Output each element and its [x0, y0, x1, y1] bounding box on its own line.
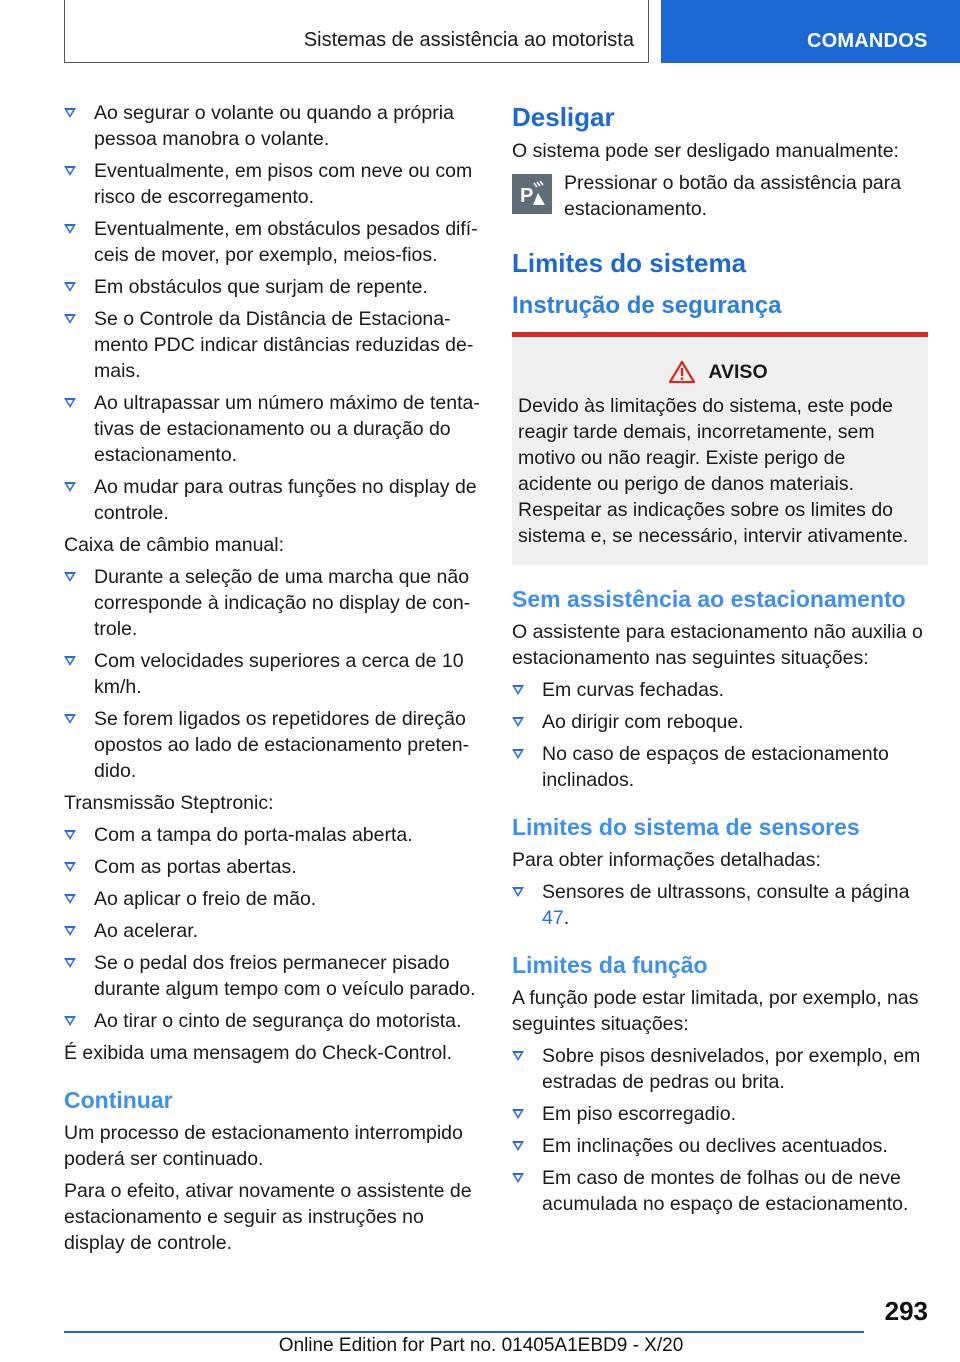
page-number: 293 — [884, 1296, 928, 1326]
list-item: Em obstáculos que surjam de repente. — [64, 274, 480, 300]
triangle-bullet-icon — [64, 314, 76, 324]
sensores-heading: Limites do sistema de sensores — [512, 814, 860, 840]
list-item: Ao ultrapassar um número máximo de tentativas de estacionamento ou a duração do estacionamento. — [64, 390, 480, 468]
list-item: Em inclinações ou declives acentuados. — [512, 1133, 928, 1159]
triangle-bullet-icon — [64, 958, 76, 968]
list-item: Sobre pisos desnivelados, por exemplo, em estradas de pedras ou brita. — [512, 1043, 928, 1095]
desligar-instruction-row — [512, 170, 928, 222]
bullet-list-b — [64, 564, 480, 784]
left-column — [64, 100, 480, 1262]
continuar-paragraph-2: Para o efeito, ativar novamente o assistente de estacionamento e seguir as instruções no display de controle. — [64, 1180, 472, 1254]
triangle-bullet-icon — [512, 1051, 524, 1061]
triangle-bullet-icon — [64, 862, 76, 872]
continuar-heading: Continuar — [64, 1087, 173, 1113]
right-column — [512, 100, 928, 1223]
list-item: Eventualmente, em obstáculos pesados difíceis de mover, por exemplo, meios-fios. — [64, 216, 480, 268]
list-item: Se o Controle da Distância de Estacionamento PDC indicar distâncias reduzidas demais. — [64, 306, 480, 384]
list-item: Em curvas fechadas. — [512, 677, 928, 703]
triangle-bullet-icon — [512, 685, 524, 695]
footer-divider — [64, 1331, 864, 1333]
bullet-list-a — [64, 100, 480, 526]
list-item: Em piso escorregadio. — [512, 1101, 928, 1127]
list-item: Eventualmente, em pisos com neve ou com risco de escorregamento. — [64, 158, 480, 210]
header-chapter-label: COMANDOS — [807, 30, 928, 52]
sensores-list — [512, 879, 928, 931]
list-item: Ao acelerar. — [64, 918, 480, 944]
header-section-title: Sistemas de assistência ao motorista — [303, 29, 634, 51]
continuar-paragraph-1: Um processo de estacionamento interrompido poderá ser continuado. — [64, 1122, 463, 1170]
triangle-bullet-icon — [64, 572, 76, 582]
warning-text: Devido às limitações do sistema, este pode reagir tarde demais, incorretamente, sem motivo ou não reagir. Existe perigo de acidente ou perigo de danos materiais. Respeitar as indicações sobre os limites do sistema e, se necessário, intervir ativamente. — [518, 395, 909, 547]
steptronic-label: Transmissão Steptronic: — [64, 792, 274, 814]
list-item: Em caso de montes de folhas ou de neve acumulada no espaço de estacionamento. — [512, 1165, 928, 1217]
funcao-list — [512, 1043, 928, 1217]
parking-assistant-button-icon — [512, 174, 552, 214]
list-item: Durante a seleção de uma marcha que não corresponde à indicação no display de controle. — [64, 564, 480, 642]
desligar-text: O sistema pode ser desligado manualmente: — [512, 140, 899, 162]
list-item: Ao dirigir com reboque. — [512, 709, 928, 735]
list-item: Ao aplicar o freio de mão. — [64, 886, 480, 912]
limites-heading: Limites do sistema — [512, 248, 747, 278]
bullet-list-c — [64, 822, 480, 1034]
triangle-bullet-icon — [512, 749, 524, 759]
funcao-text: A função pode estar limitada, por exemplo, nas seguintes situações: — [512, 987, 919, 1035]
sensores-text: Para obter informações detalhadas: — [512, 849, 821, 871]
svg-text:P: P — [520, 185, 534, 207]
list-item: Com velocidades superiores a cerca de 10 km/h. — [64, 648, 480, 700]
list-item: Ao segurar o volante ou quando a própria pessoa manobra o volante. — [64, 100, 480, 152]
list-item: Ao tirar o cinto de segurança do motorista. — [64, 1008, 480, 1034]
triangle-bullet-icon — [64, 108, 76, 118]
sem-assistencia-heading: Sem assistência ao estacionamento — [512, 586, 906, 612]
warning-triangle-icon — [668, 360, 696, 384]
desligar-instruction: Pressionar o botão da assistência para estacionamento. — [564, 172, 902, 220]
check-control-message: É exibida uma mensagem do Check-Control. — [64, 1042, 453, 1064]
triangle-bullet-icon — [64, 1016, 76, 1026]
header-chapter-tab — [661, 0, 960, 63]
list-item: No caso de espaços de estacionamento inclinados. — [512, 741, 928, 793]
triangle-bullet-icon — [512, 717, 524, 727]
list-item: Sensores de ultrassons, consulte a página 47. — [512, 879, 928, 931]
manual-transmission-label: Caixa de câmbio manual: — [64, 534, 285, 556]
triangle-bullet-icon — [64, 714, 76, 724]
list-item: Com a tampa do porta-malas aberta. — [64, 822, 480, 848]
page-link-47[interactable]: 47 — [542, 907, 564, 929]
triangle-bullet-icon — [64, 398, 76, 408]
header-section-box — [64, 0, 649, 63]
triangle-bullet-icon — [64, 166, 76, 176]
triangle-bullet-icon — [512, 1141, 524, 1151]
list-item: Ao mudar para outras funções no display de controle. — [64, 474, 480, 526]
triangle-bullet-icon — [512, 1109, 524, 1119]
desligar-heading: Desligar — [512, 102, 615, 132]
list-item: Com as portas abertas. — [64, 854, 480, 880]
list-item: Se o pedal dos freios permanecer pisado durante algum tempo com o veículo parado. — [64, 950, 480, 1002]
sem-assistencia-text: O assistente para estacionamento não auxilia o estacionamento nas seguintes situações: — [512, 621, 923, 669]
triangle-bullet-icon — [64, 894, 76, 904]
triangle-bullet-icon — [64, 656, 76, 666]
seguranca-heading: Instrução de segurança — [512, 292, 782, 319]
triangle-bullet-icon — [64, 282, 76, 292]
list-item: Se forem ligados os repetidores de direção opostos ao lado de estacionamento pretendido. — [64, 706, 480, 784]
warning-title-row — [518, 359, 918, 385]
funcao-heading: Limites da função — [512, 952, 708, 978]
triangle-bullet-icon — [64, 926, 76, 936]
sem-assistencia-list — [512, 677, 928, 793]
triangle-bullet-icon — [512, 887, 524, 897]
triangle-bullet-icon — [64, 830, 76, 840]
triangle-bullet-icon — [64, 482, 76, 492]
triangle-bullet-icon — [512, 1173, 524, 1183]
warning-title: AVISO — [708, 361, 768, 383]
footer-edition: Online Edition for Part no. 01405A1EBD9 - X/20 — [278, 1335, 684, 1356]
warning-box — [512, 332, 928, 565]
triangle-bullet-icon — [64, 224, 76, 234]
